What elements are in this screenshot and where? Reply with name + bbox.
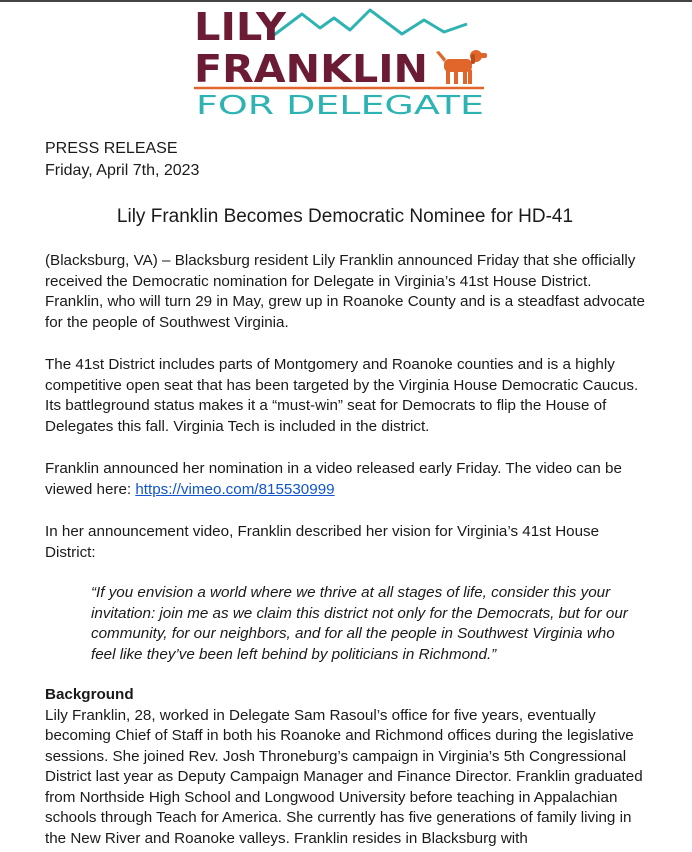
paragraph-district: The 41st District includes parts of Montgomery and Roanoke counties and is a highly competitive open seat that has been targeted by the Virginia House Democratic Caucus. Its battleground status makes it a “must-win” seat for Democrats to flip the House of Delegates this fall. Virginia Tech is included in the district. (45, 356, 639, 435)
logo-name-line2: FRANKLIN (194, 47, 428, 91)
logo-name-line1: LILY (194, 5, 287, 49)
video-link[interactable]: https://vimeo.com/815530999 (135, 480, 335, 498)
mountains-icon (270, 10, 467, 38)
campaign-logo (192, 4, 492, 120)
paragraph-intro: (Blacksburg, VA) – Blacksburg resident Lily Franklin announced Friday that she officially received the Democratic nomination for Delegate in Virginia’s 41st House District. Franklin, who will turn 29 in May, grew up in Roanoke County and is a steadfast advocate for the people of Southwest Virginia. (45, 252, 645, 331)
press-release-label: PRESS RELEASE Friday, April 7th, 2023 (45, 138, 645, 182)
headline: Lily Franklin Becomes Democratic Nominee for HD-41 (116, 206, 574, 227)
background-heading: Background (45, 686, 134, 703)
press-release-body (45, 138, 645, 849)
paragraph-background: Lily Franklin, 28, worked in Delegate Sam Rasoul’s office for five years, eventually becoming Chief of Staff in both his Roanoke and Richmond offices during the legislative sessions. She joined Rev. Josh Throneburg’s campaign in Virginia’s 5th Congressional District last year as Deputy Campaign Manager and Finance Director. Franklin graduated from Northside High School and Longwood University before teaching in Appalachian schools through Teach for America. She currently has five generations of family living in the New River and Roanoke valleys. Franklin resides in Blacksburg with (45, 706, 643, 847)
logo-tagline: FOR DELEGATE (196, 91, 484, 120)
paragraph-vision: In her announcement video, Franklin described her vision for Virginia’s 41st House District: (45, 523, 600, 561)
announcement-quote: “If you envision a world where we thrive at all stages of life, consider this your invitation: join me as we claim this district not only for the Democrats, but for our community, for our neighbors, and for all the people in Southwest Virginia who feel like they’ve been left behind by politicians in Richmond.” (91, 584, 628, 663)
paragraph-video-text: Franklin announced her nomination in a video released early Friday. The video can be viewed here: (45, 460, 622, 498)
paragraph-video (45, 459, 645, 500)
dog-icon (436, 50, 487, 84)
release-date: Friday, April 7th, 2023 (45, 162, 200, 179)
page-top-border (0, 0, 692, 2)
